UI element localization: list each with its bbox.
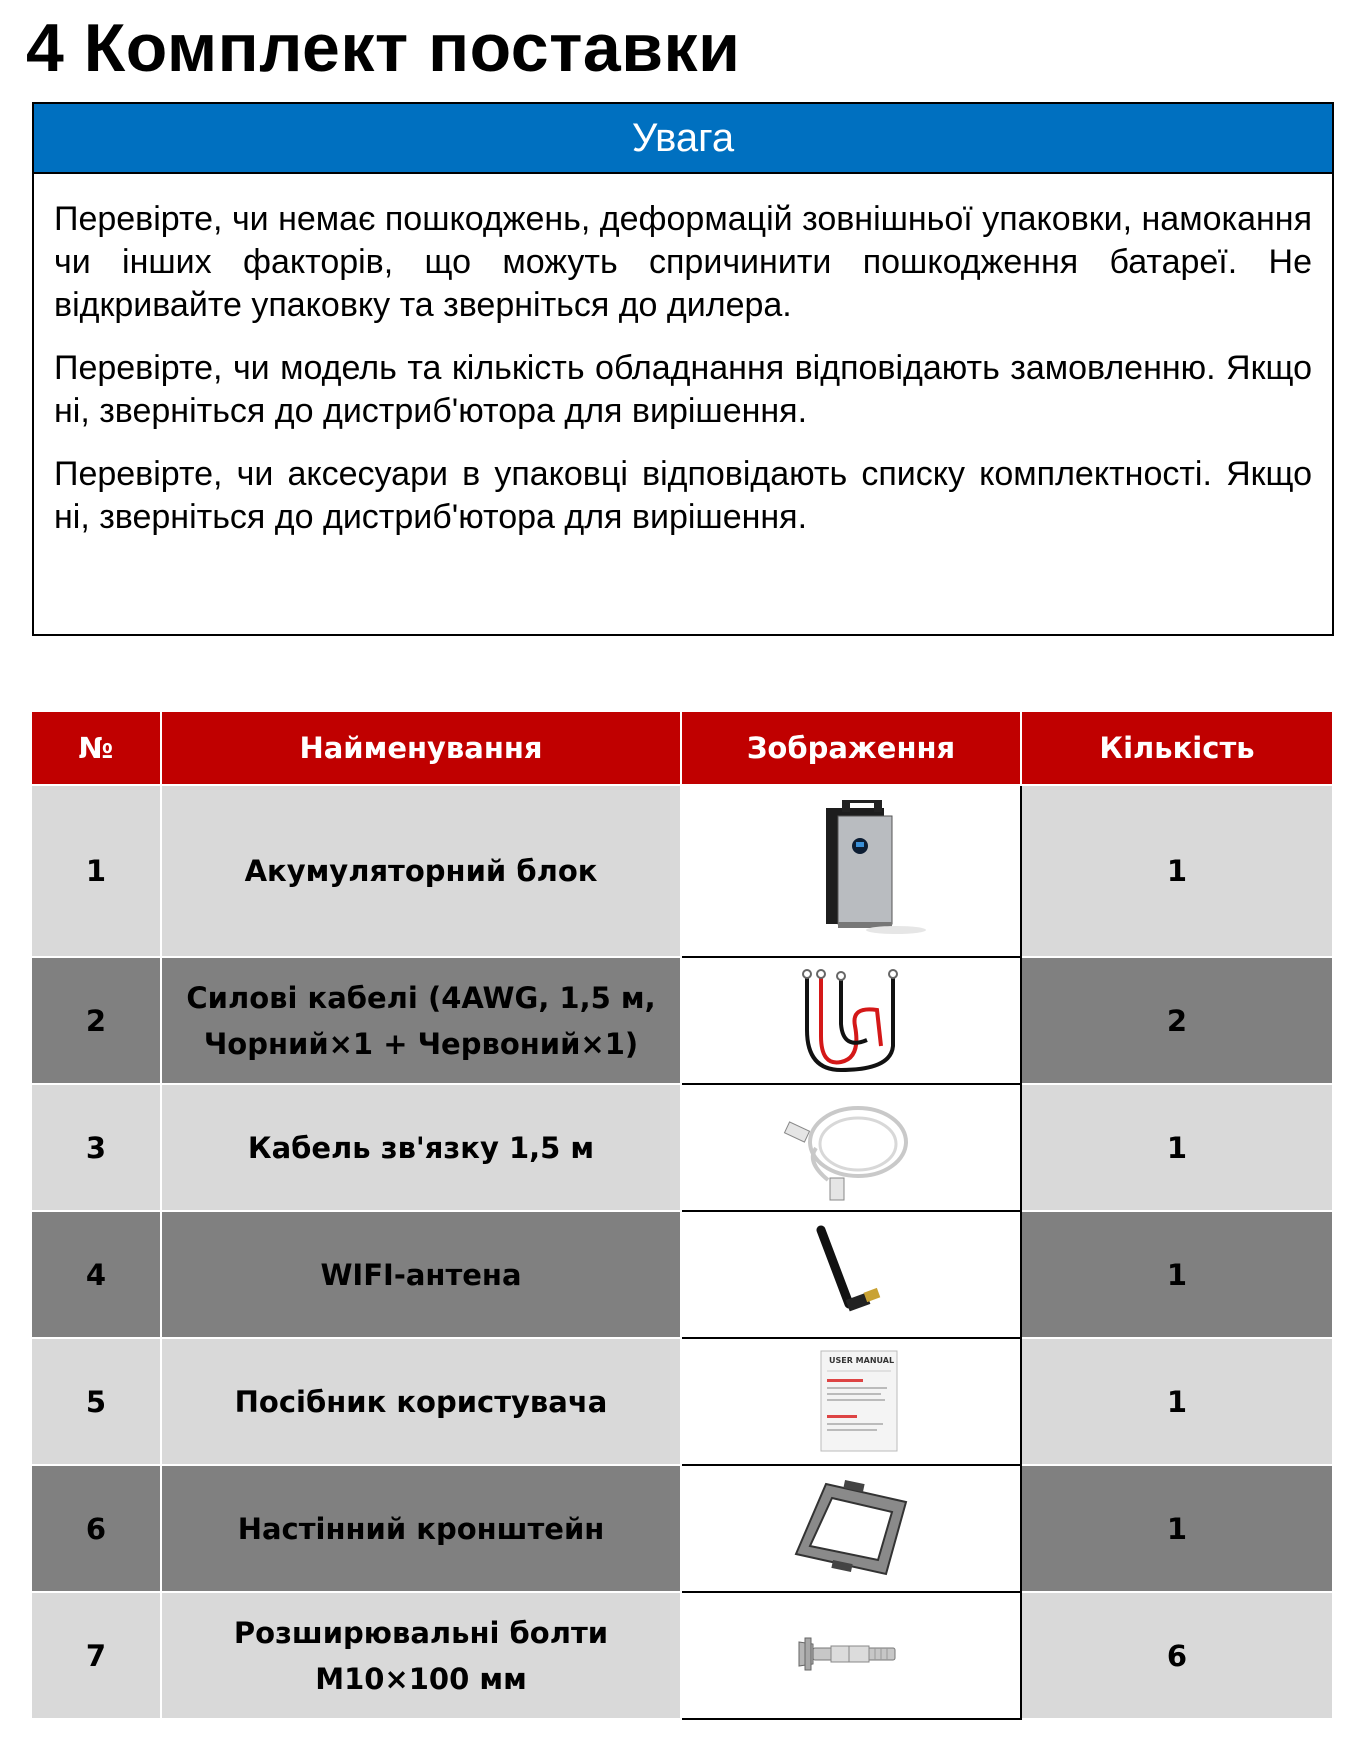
user-manual-icon: [801, 1347, 901, 1457]
row-image: [681, 957, 1021, 1084]
battery-unit-icon: [776, 796, 926, 946]
row-quantity: 1: [1021, 1084, 1332, 1211]
row-number: 1: [32, 785, 161, 957]
wifi-antenna-icon: [791, 1220, 911, 1330]
row-name: Кабель зв'язку 1,5 м: [161, 1084, 681, 1211]
row-image: [681, 1338, 1021, 1465]
row-name: Силові кабелі (4AWG, 1,5 м, Чорний×1 + Червоний×1): [161, 957, 681, 1084]
table-header-row: [32, 712, 1332, 785]
row-number: 6: [32, 1465, 161, 1592]
attention-body: [34, 174, 1332, 539]
row-image: [681, 1211, 1021, 1338]
wall-bracket-icon: [786, 1474, 916, 1584]
row-quantity: 6: [1021, 1592, 1332, 1719]
table-row: [32, 1338, 1332, 1465]
row-image: [681, 1465, 1021, 1592]
package-contents-table: [32, 712, 1332, 1720]
header-image: Зображення: [681, 712, 1021, 785]
attention-paragraph: Перевірте, чи немає пошкоджень, деформацій зовнішньої упаковки, намокання чи інших факторів, що можуть спричинити пошкодження батареї. Не відкривайте упаковку та зверніться до дилера.: [54, 200, 1312, 324]
row-number: 4: [32, 1211, 161, 1338]
attention-paragraph: Перевірте, чи модель та кількість обладнання відповідають замовленню. Якщо ні, зверніться до дистриб'ютора для вирішення.: [54, 349, 1312, 430]
table-row: [32, 1211, 1332, 1338]
row-name: Розширювальні болти M10×100 мм: [161, 1592, 681, 1719]
table-row: [32, 1084, 1332, 1211]
row-name: WIFI-антена: [161, 1211, 681, 1338]
attention-paragraph: Перевірте, чи аксесуари в упаковці відповідають списку комплектності. Якщо ні, зверніться до дистриб'ютора для вирішення.: [54, 455, 1312, 536]
communication-cable-icon: [776, 1092, 926, 1204]
row-name: Настінний кронштейн: [161, 1465, 681, 1592]
row-quantity: 1: [1021, 1465, 1332, 1592]
row-number: 7: [32, 1592, 161, 1719]
row-quantity: 1: [1021, 1211, 1332, 1338]
row-quantity: 1: [1021, 1338, 1332, 1465]
row-quantity: 2: [1021, 957, 1332, 1084]
attention-title: Увага: [34, 104, 1332, 174]
row-number: 2: [32, 957, 161, 1084]
expansion-bolt-icon: [791, 1626, 911, 1686]
row-number: 5: [32, 1338, 161, 1465]
header-quantity: Кількість: [1021, 712, 1332, 785]
row-image: [681, 1084, 1021, 1211]
attention-box: [32, 102, 1334, 636]
table-row: [32, 1465, 1332, 1592]
header-number: №: [32, 712, 161, 785]
row-image: [681, 785, 1021, 957]
header-name: Найменування: [161, 712, 681, 785]
row-quantity: 1: [1021, 785, 1332, 957]
row-image: [681, 1592, 1021, 1719]
row-name: Посібник користувача: [161, 1338, 681, 1465]
power-cables-icon: [781, 966, 921, 1076]
row-name: Акумуляторний блок: [161, 785, 681, 957]
table-row: [32, 785, 1332, 957]
manual-cover-text: USER MANUAL: [829, 1355, 895, 1365]
table-row: [32, 957, 1332, 1084]
table-row: [32, 1592, 1332, 1719]
page-title: 4 Комплект поставки: [26, 10, 741, 86]
row-number: 3: [32, 1084, 161, 1211]
